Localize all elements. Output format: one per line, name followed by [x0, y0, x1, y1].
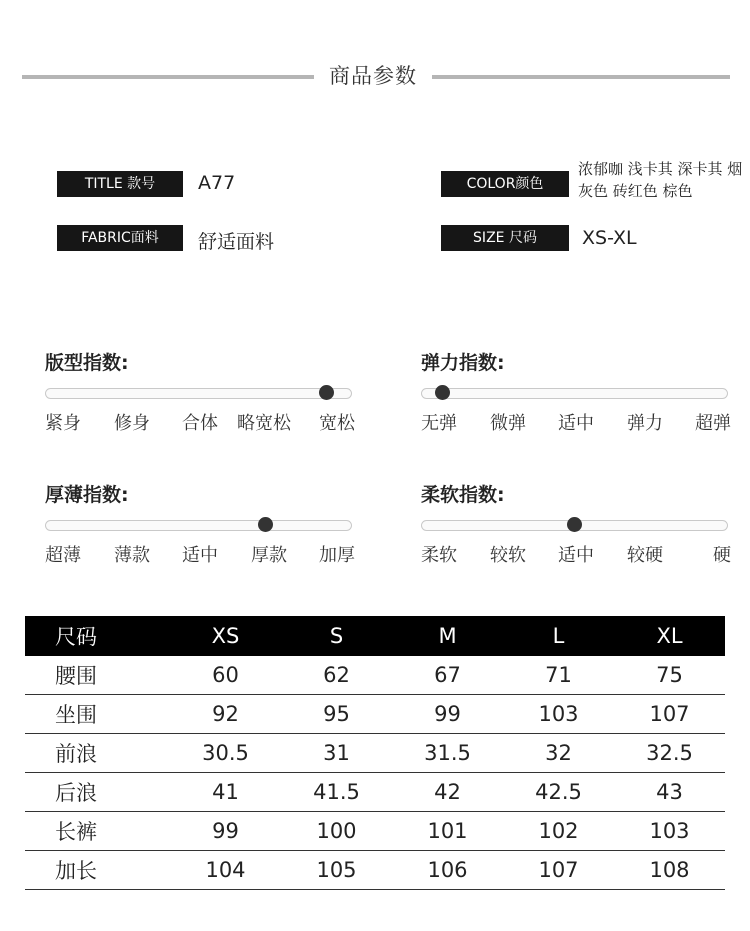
- thickness-index-title: 厚薄指数:: [45, 484, 129, 506]
- table-cell: 42.5: [503, 773, 614, 812]
- index-tick-label: 厚款: [251, 545, 287, 566]
- table-cell: 107: [503, 851, 614, 890]
- index-tick-label: 超薄: [45, 545, 81, 566]
- index-tick-label: 修身: [114, 413, 150, 434]
- size-table-header-cell: XS: [170, 616, 281, 656]
- size-table-header-cell: L: [503, 616, 614, 656]
- table-cell: 前浪: [25, 734, 170, 773]
- index-tick-label: 略宽松: [237, 413, 291, 434]
- softness-index-track: [421, 520, 728, 531]
- index-tick-label: 适中: [558, 545, 594, 566]
- index-tick-label: 合体: [182, 413, 218, 434]
- table-row: [25, 851, 725, 890]
- table-cell: 后浪: [25, 773, 170, 812]
- table-cell: 92: [170, 695, 281, 734]
- table-cell: 104: [170, 851, 281, 890]
- color-value: 浓郁咖 浅卡其 深卡其 烟灰色 砖红色 棕色: [578, 160, 743, 200]
- fit-index-track: [45, 388, 352, 399]
- table-row: [25, 734, 725, 773]
- table-cell: 41.5: [281, 773, 392, 812]
- index-tick-label: 适中: [182, 545, 218, 566]
- table-cell: 102: [503, 812, 614, 851]
- table-cell: 67: [392, 656, 503, 695]
- table-cell: 103: [503, 695, 614, 734]
- table-cell: 100: [281, 812, 392, 851]
- softness-index-ticks: [421, 541, 731, 567]
- header-divider-right: [432, 75, 730, 79]
- title-value: A77: [198, 172, 236, 194]
- table-cell: 31.5: [392, 734, 503, 773]
- table-row: [25, 812, 725, 851]
- table-cell: 75: [614, 656, 725, 695]
- size-table-header-cell: 尺码: [25, 616, 170, 656]
- index-tick-label: 微弹: [490, 413, 526, 434]
- softness-index-knob: [567, 517, 582, 532]
- table-cell: 105: [281, 851, 392, 890]
- index-tick-label: 较软: [490, 545, 526, 566]
- size-table-header-cell: S: [281, 616, 392, 656]
- table-cell: 加长: [25, 851, 170, 890]
- table-cell: 71: [503, 656, 614, 695]
- fabric-value: 舒适面料: [198, 231, 275, 253]
- index-tick-label: 无弹: [421, 413, 457, 434]
- table-cell: 42: [392, 773, 503, 812]
- thickness-index-ticks: [45, 541, 355, 567]
- table-row: [25, 695, 725, 734]
- softness-index: [421, 480, 731, 580]
- fit-index-ticks: [45, 409, 355, 435]
- color-label: COLOR颜色: [441, 171, 569, 197]
- header-divider-left: [22, 75, 314, 79]
- table-cell: 106: [392, 851, 503, 890]
- elasticity-index-track: [421, 388, 728, 399]
- table-cell: 95: [281, 695, 392, 734]
- table-cell: 31: [281, 734, 392, 773]
- elasticity-index-title: 弹力指数:: [421, 352, 505, 374]
- table-cell: 32.5: [614, 734, 725, 773]
- fit-index-title: 版型指数:: [45, 352, 129, 374]
- table-cell: 腰围: [25, 656, 170, 695]
- fabric-label: FABRIC面料: [57, 225, 183, 251]
- table-cell: 101: [392, 812, 503, 851]
- table-cell: 108: [614, 851, 725, 890]
- elasticity-index-knob: [435, 385, 450, 400]
- thickness-index: [45, 480, 355, 580]
- table-cell: 41: [170, 773, 281, 812]
- table-cell: 长裤: [25, 812, 170, 851]
- size-table: [25, 616, 725, 890]
- section-header: [0, 58, 750, 94]
- size-table-header-cell: XL: [614, 616, 725, 656]
- table-cell: 43: [614, 773, 725, 812]
- size-label: SIZE 尺码: [441, 225, 569, 251]
- fit-index-knob: [319, 385, 334, 400]
- size-table-header-cell: M: [392, 616, 503, 656]
- elasticity-index-ticks: [421, 409, 731, 435]
- table-cell: 32: [503, 734, 614, 773]
- index-tick-label: 弹力: [627, 413, 663, 434]
- softness-index-title: 柔软指数:: [421, 484, 505, 506]
- table-cell: 99: [170, 812, 281, 851]
- index-tick-label: 薄款: [114, 545, 150, 566]
- index-tick-label: 较硬: [627, 545, 663, 566]
- index-tick-label: 适中: [558, 413, 594, 434]
- index-tick-label: 宽松: [319, 413, 355, 434]
- thickness-index-track: [45, 520, 352, 531]
- table-row: [25, 656, 725, 695]
- index-tick-label: 加厚: [319, 545, 355, 566]
- index-tick-label: 紧身: [45, 413, 81, 434]
- fit-index: [45, 348, 355, 448]
- table-cell: 99: [392, 695, 503, 734]
- size-table-header-row: [25, 616, 725, 656]
- table-row: [25, 773, 725, 812]
- index-tick-label: 柔软: [421, 545, 457, 566]
- section-title: 商品参数: [329, 64, 417, 88]
- table-cell: 103: [614, 812, 725, 851]
- table-cell: 107: [614, 695, 725, 734]
- table-cell: 坐围: [25, 695, 170, 734]
- table-cell: 30.5: [170, 734, 281, 773]
- table-cell: 62: [281, 656, 392, 695]
- thickness-index-knob: [258, 517, 273, 532]
- title-label: TITLE 款号: [57, 171, 183, 197]
- elasticity-index: [421, 348, 731, 448]
- table-cell: 60: [170, 656, 281, 695]
- index-tick-label: 超弹: [695, 413, 731, 434]
- size-value: XS-XL: [582, 227, 637, 249]
- index-tick-label: 硬: [713, 545, 731, 566]
